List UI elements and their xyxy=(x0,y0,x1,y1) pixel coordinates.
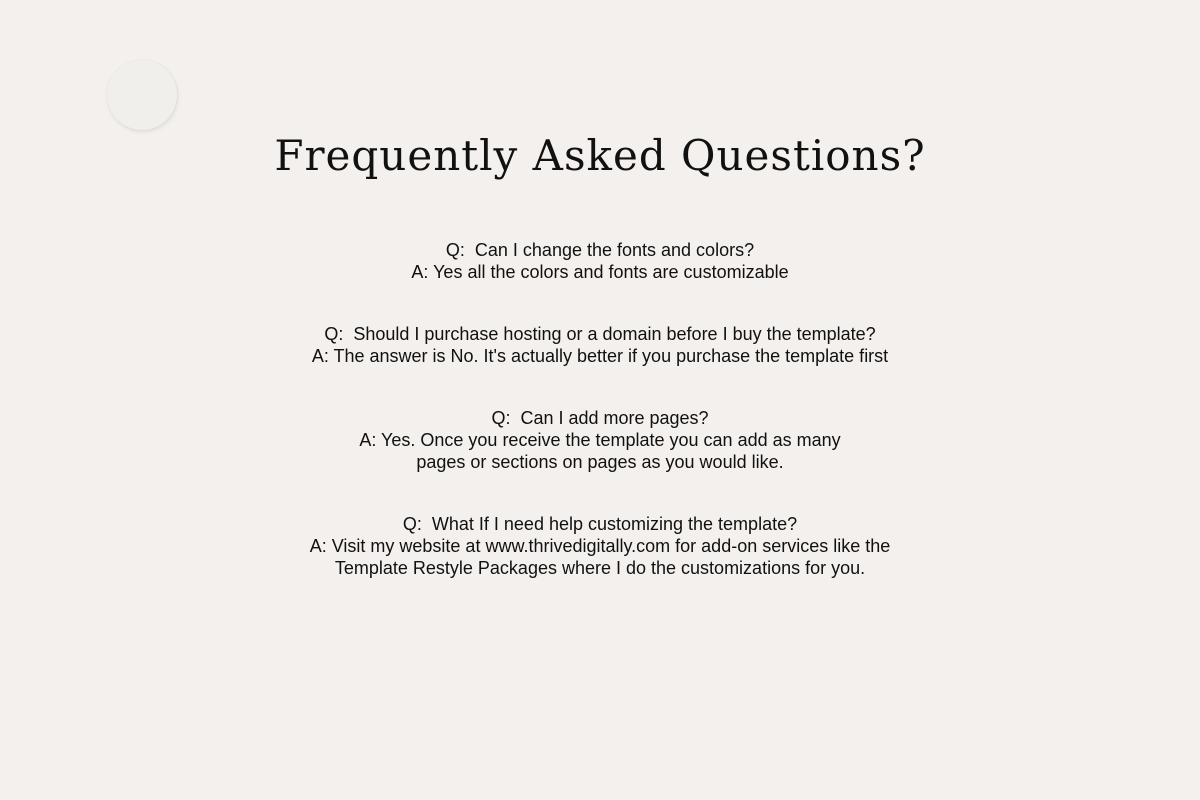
faq-question: Q: Can I change the fonts and colors? xyxy=(445,240,755,260)
faq-question: Q: Should I purchase hosting or a domain before I buy the template? xyxy=(324,324,876,344)
faq-item xyxy=(0,513,1200,579)
faq-question: Q: Can I add more pages? xyxy=(491,408,709,428)
faq-answer: A: Yes. Once you receive the template you can add as many pages or sections on pages as you would like. xyxy=(359,430,841,472)
faq-answer: A: The answer is No. It's actually better if you purchase the template first xyxy=(311,346,889,366)
faq-question: Q: What If I need help customizing the template? xyxy=(402,514,798,534)
faq-list xyxy=(0,239,1200,579)
faq-item xyxy=(0,239,1200,283)
faq-answer: A: Yes all the colors and fonts are customizable xyxy=(411,262,789,282)
page-title: Frequently Asked Questions? xyxy=(274,131,926,180)
decorative-circle xyxy=(107,60,177,130)
faq-answer: A: Visit my website at www.thrivedigitally.com for add-on services like the Template Restyle Packages where I do the customizations for you. xyxy=(309,536,891,578)
faq-item xyxy=(0,323,1200,367)
faq-item xyxy=(0,407,1200,473)
